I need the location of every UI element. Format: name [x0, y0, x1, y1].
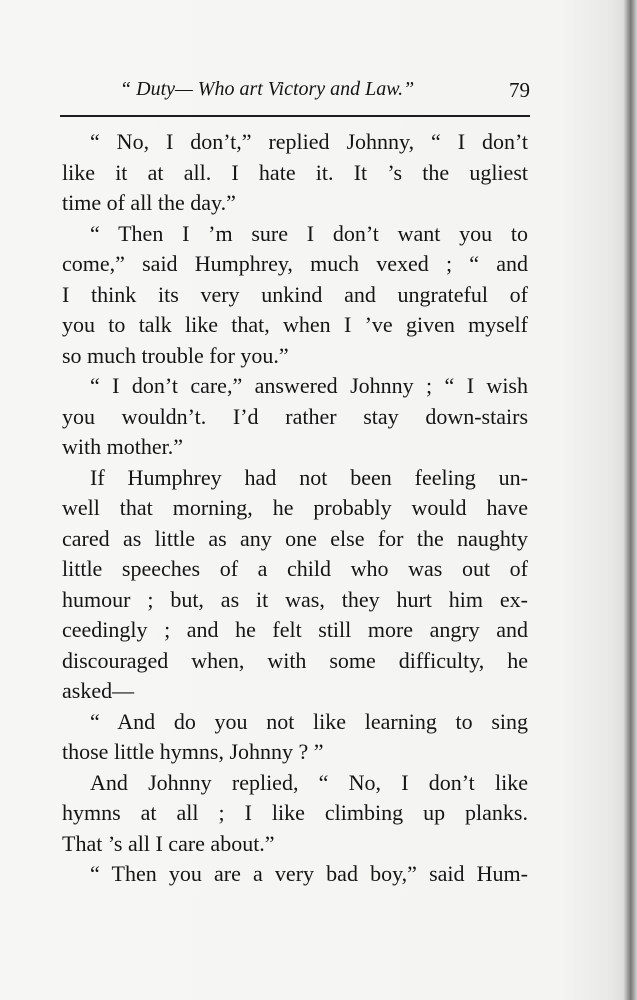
text-line: time of all the day.” — [62, 190, 236, 215]
text-line: “ Then I ’m sure I don’t want you to — [90, 220, 528, 246]
running-header-title: “ Duty— Who art Victory and Law.” — [120, 78, 415, 100]
text-line: “ I don’t care,” answered Johnny ; “ I wish — [90, 373, 528, 398]
text-line: I think its very unkind and ungrateful of — [62, 281, 528, 307]
text-line: so much trouble for you.” — [62, 342, 289, 368]
text-line: discouraged when, with some difficulty, he — [62, 647, 528, 673]
text-line: That ’s all I care about.” — [62, 830, 275, 856]
text-line: “ And do you not like learning to sing — [90, 708, 528, 734]
text-line: well that morning, he probably would have — [62, 495, 528, 520]
body-text — [62, 127, 528, 890]
text-line: cared as little as any one else for the naughty — [62, 525, 528, 551]
text-line: those little hymns, Johnny ? ” — [62, 739, 324, 764]
header-rule — [60, 115, 530, 117]
text-line: humour ; but, as it was, they hurt him ex- — [62, 586, 528, 612]
text-line: ceedingly ; and he felt still more angry and — [62, 617, 528, 642]
text-line: come,” said Humphrey, much vexed ; “ and — [62, 251, 528, 276]
running-header — [60, 72, 530, 108]
text-line: “ No, I don’t,” replied Johnny, “ I don’t — [90, 129, 528, 154]
page-edge-shadow — [623, 0, 637, 1000]
text-line: with mother.” — [62, 434, 183, 459]
text-line: like it at all. I hate it. It ’s the ugliest — [62, 159, 528, 185]
text-line: hymns at all ; I like climbing up planks. — [62, 800, 528, 825]
text-line: you wouldn’t. I’d rather stay down-stairs — [62, 403, 528, 429]
text-line: asked— — [62, 678, 135, 703]
text-line: you to talk like that, when I ’ve given myself — [62, 312, 528, 337]
text-line: little speeches of a child who was out of — [62, 556, 528, 581]
text-line: “ Then you are a very bad boy,” said Hum- — [90, 861, 528, 886]
text-line: And Johnny replied, “ No, I don’t like — [90, 769, 528, 795]
page-number: 79 — [509, 78, 530, 102]
text-line: If Humphrey had not been feeling un- — [90, 464, 528, 490]
